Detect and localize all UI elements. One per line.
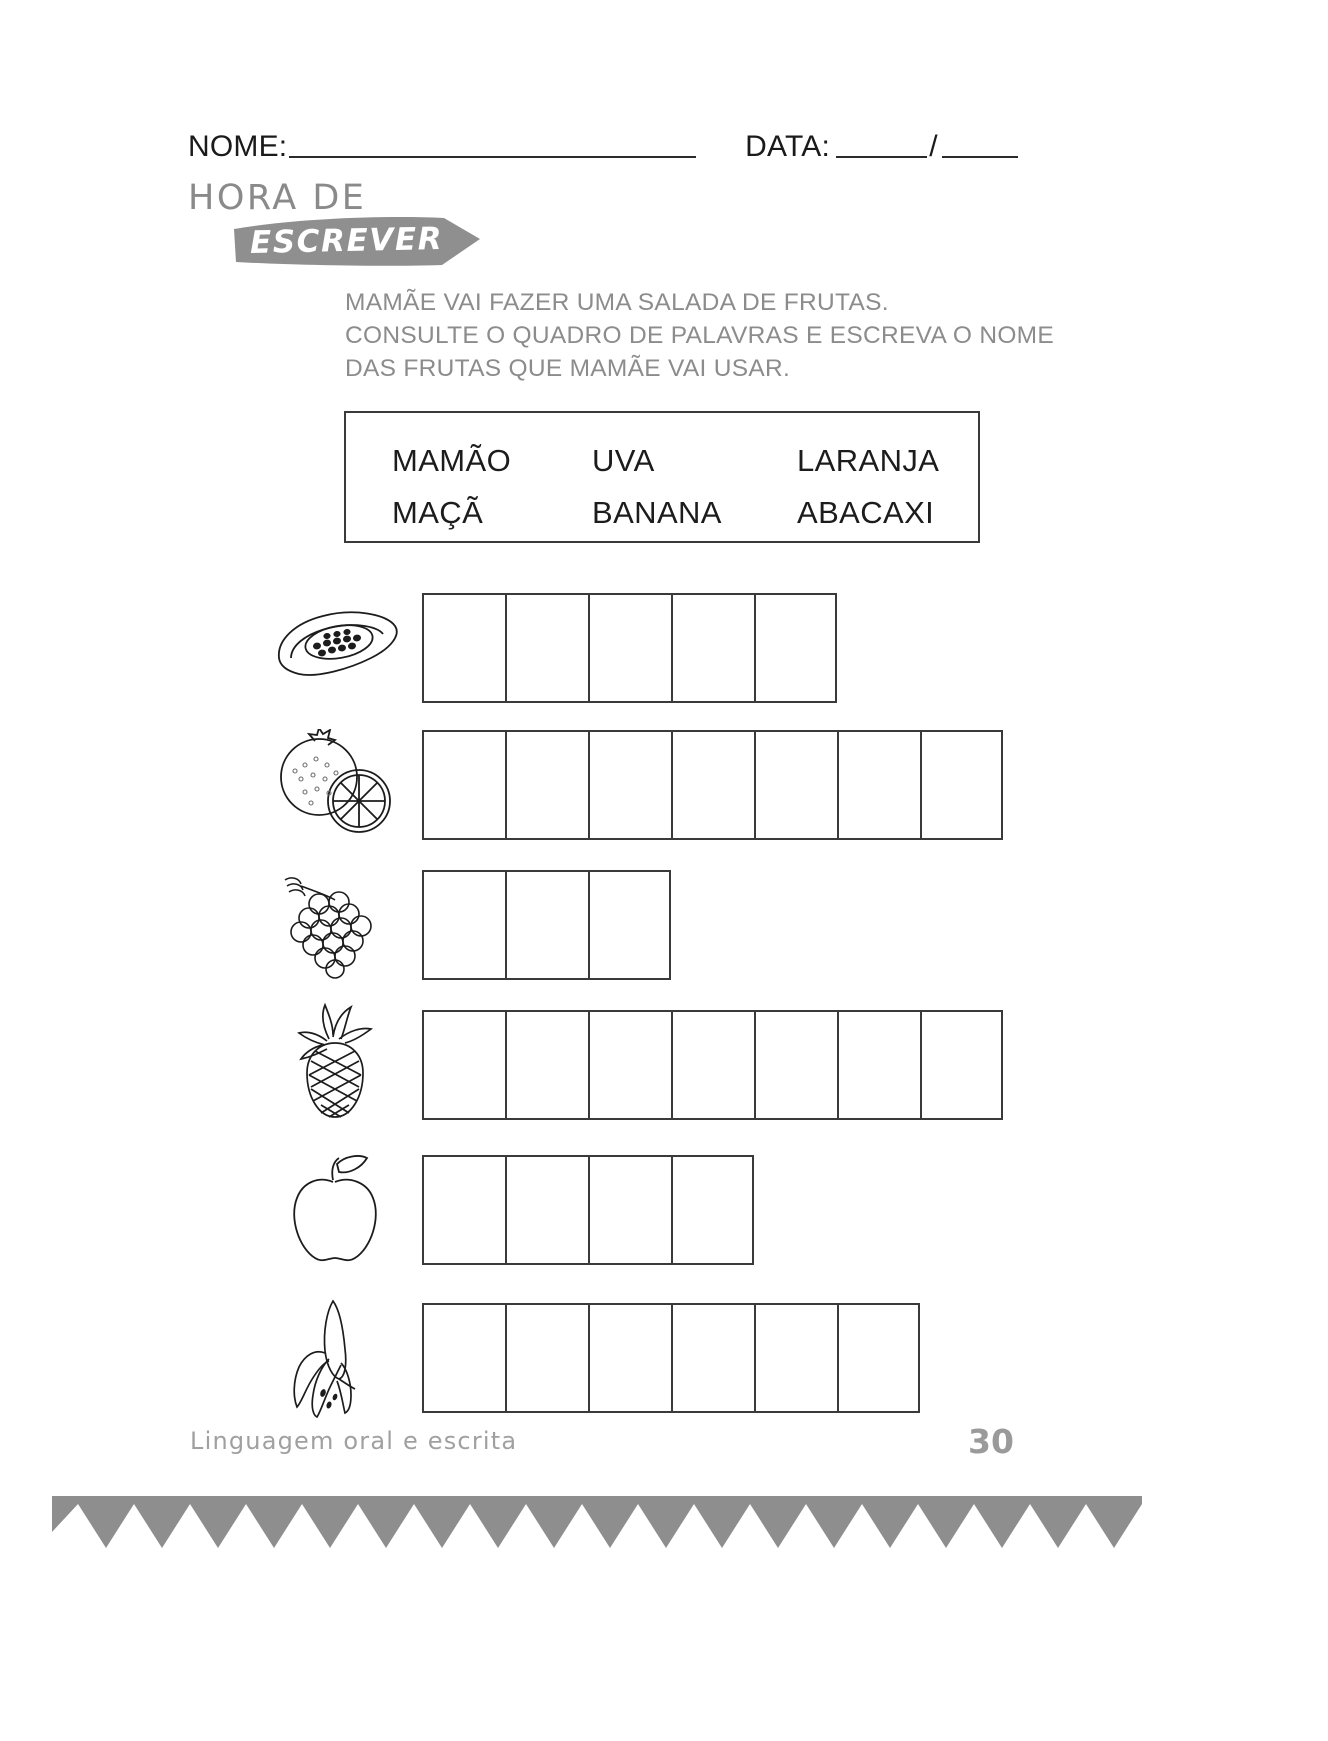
exercise-row	[262, 995, 1003, 1135]
letter-cell[interactable]	[505, 593, 588, 703]
instruction-line-2: CONSULTE O QUADRO DE PALAVRAS E ESCREVA O NOME	[345, 322, 1055, 349]
apple-icon	[262, 1140, 412, 1280]
instruction-line-3: DAS FRUTAS QUE MAMÃE VAI USAR.	[345, 355, 791, 382]
word-bank-box	[344, 411, 980, 543]
answer-cells	[422, 1010, 1003, 1120]
word-bank-item: UVA	[592, 443, 655, 478]
letter-cell[interactable]	[422, 1155, 505, 1265]
answer-cells	[422, 1155, 754, 1265]
date-label: DATA:	[745, 130, 831, 163]
letter-cell[interactable]	[837, 1303, 920, 1413]
date-separator: /	[929, 130, 938, 163]
date-month-line[interactable]	[942, 156, 1018, 158]
letter-cell[interactable]	[588, 730, 671, 840]
letter-cell[interactable]	[671, 1155, 754, 1265]
instructions-block	[345, 286, 1055, 385]
word-bank-item: MAMÃO	[392, 443, 512, 478]
section-title-line1: HORA DE	[188, 178, 367, 218]
banana-icon	[262, 1288, 412, 1428]
letter-cell[interactable]	[505, 870, 588, 980]
letter-cell[interactable]	[671, 593, 754, 703]
letter-cell[interactable]	[505, 1010, 588, 1120]
letter-cell[interactable]	[422, 1303, 505, 1413]
word-bank-item: LARANJA	[797, 443, 940, 478]
escrever-banner-label: ESCREVER	[249, 220, 444, 262]
instruction-line-1: MAMÃE VAI FAZER UMA SALADA DE FRUTAS.	[345, 289, 889, 316]
letter-cell[interactable]	[671, 1303, 754, 1413]
letter-cell[interactable]	[422, 593, 505, 703]
student-info-row	[188, 118, 1018, 162]
letter-cell[interactable]	[588, 1155, 671, 1265]
answer-cells	[422, 1303, 920, 1413]
letter-cell[interactable]	[422, 870, 505, 980]
exercise-row	[262, 855, 671, 995]
letter-cell[interactable]	[505, 1155, 588, 1265]
letter-cell[interactable]	[505, 1303, 588, 1413]
exercise-row	[262, 1140, 754, 1280]
word-bank-item: ABACAXI	[797, 495, 935, 530]
letter-cell[interactable]	[754, 730, 837, 840]
word-bank-item: MAÇÃ	[392, 495, 484, 530]
name-write-line[interactable]	[289, 156, 696, 158]
date-day-line[interactable]	[836, 156, 927, 158]
papaya-icon	[262, 578, 412, 718]
answer-cells	[422, 730, 1003, 840]
letter-cell[interactable]	[920, 1010, 1003, 1120]
word-bank-grid	[392, 435, 978, 539]
answer-cells	[422, 870, 671, 980]
exercise-row	[262, 715, 1003, 855]
letter-cell[interactable]	[588, 1303, 671, 1413]
answer-cells	[422, 593, 837, 703]
footer-subject: Linguagem oral e escrita	[190, 1427, 518, 1455]
letter-cell[interactable]	[671, 730, 754, 840]
zigzag-decoration	[52, 1496, 1142, 1548]
name-label: NOME:	[188, 130, 288, 163]
orange-icon	[262, 715, 412, 855]
letter-cell[interactable]	[588, 870, 671, 980]
escrever-banner	[232, 215, 482, 267]
pineapple-icon	[262, 995, 412, 1135]
letter-cell[interactable]	[754, 1010, 837, 1120]
letter-cell[interactable]	[422, 1010, 505, 1120]
letter-cell[interactable]	[920, 730, 1003, 840]
exercise-row	[262, 578, 837, 718]
letter-cell[interactable]	[422, 730, 505, 840]
letter-cell[interactable]	[754, 593, 837, 703]
letter-cell[interactable]	[837, 730, 920, 840]
exercise-row	[262, 1288, 920, 1428]
letter-cell[interactable]	[588, 593, 671, 703]
letter-cell[interactable]	[505, 730, 588, 840]
letter-cell[interactable]	[837, 1010, 920, 1120]
page-number: 30	[968, 1422, 1014, 1461]
grapes-icon	[262, 855, 412, 995]
letter-cell[interactable]	[754, 1303, 837, 1413]
letter-cell[interactable]	[671, 1010, 754, 1120]
letter-cell[interactable]	[588, 1010, 671, 1120]
word-bank-item: BANANA	[592, 495, 722, 530]
